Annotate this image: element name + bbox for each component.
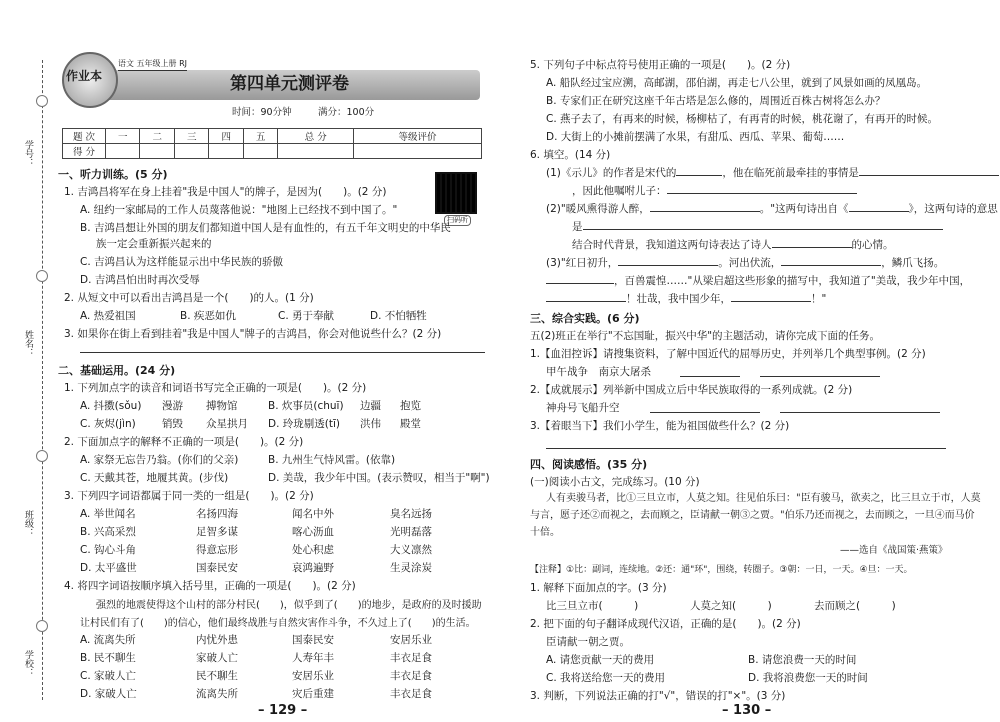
page-number-left: – 129 – <box>258 703 308 718</box>
option-text: 民不聊生 <box>196 670 238 682</box>
option-text: C. 灰烬(jìn) <box>80 418 136 430</box>
passage-line: 十倍。 <box>530 527 560 538</box>
option-text: 国泰民安 <box>292 634 334 646</box>
option-text: 抱览 <box>400 400 421 412</box>
option-text: 人寿年丰 <box>292 652 334 664</box>
score-header-cell: 五 <box>243 129 277 144</box>
answer-line[interactable] <box>760 376 880 377</box>
score-table <box>62 128 482 159</box>
score-header-cell: 四 <box>209 129 243 144</box>
fill-segment: (1)《示儿》的作者是宋代的 <box>546 167 677 179</box>
option-text: C. 我将送给您一天的费用 <box>546 672 666 684</box>
question-text: 3. 如果你在街上看到挂着"我是中国人"牌子的吉鸿昌，你会对他说些什么？(2 分) <box>64 328 442 340</box>
option-text: C. 天戴其苍，地履其黄。(步伐) <box>80 472 229 484</box>
section-basics: 二、基础运用。(24 分) <box>58 364 176 377</box>
option-text: 销毁 <box>162 418 183 430</box>
option-text: D. 玲珑剔透(tī) <box>268 418 340 430</box>
answer-line[interactable] <box>80 352 485 353</box>
passage-text: 五(2)班正在举行"不忘国耻，振兴中华"的主题活动，请你完成下面的任务。 <box>530 330 881 342</box>
fill-segment: 是 <box>572 221 583 233</box>
classical-passage <box>530 490 981 541</box>
page-title: 第四单元测评卷 <box>230 74 349 94</box>
option-text: 家破人亡 <box>196 652 238 664</box>
fill-segment: ！壮哉，我中国少年， <box>626 293 731 305</box>
option-text: 去而顾之( ) <box>814 600 896 612</box>
fill-segment: 。河出伏流， <box>718 257 782 269</box>
blank[interactable] <box>546 283 614 284</box>
score-input-cell[interactable] <box>278 144 354 159</box>
fill-text <box>572 237 894 252</box>
option-text: A. 船队经过宝应溯，高邮湖，邵伯湖，再走七八公里，就到了风景如画的凤凰岛。 <box>546 77 928 89</box>
option-text: 闻名中外 <box>292 508 334 520</box>
score-header-cell: 二 <box>140 129 174 144</box>
option-text: 丰衣足食 <box>390 688 432 700</box>
option-text: 名扬四海 <box>196 508 238 520</box>
option-text: 得意忘形 <box>196 544 238 556</box>
score-input-cell[interactable] <box>106 144 140 159</box>
option-text: 大义凛然 <box>390 544 432 556</box>
option-text: A. 流离失所 <box>80 634 136 646</box>
option-text: 臭名远扬 <box>390 508 432 520</box>
fill-segment: ，鳞爪飞扬。 <box>881 257 945 269</box>
option-text: 洪伟 <box>360 418 381 430</box>
blank[interactable] <box>583 229 943 230</box>
option-text: C. 钩心斗角 <box>80 544 137 556</box>
fill-segment: (3)"红日初升， <box>546 257 619 269</box>
option-text: 族一定会重新振兴起来的 <box>96 238 212 250</box>
score-input-cell[interactable] <box>140 144 174 159</box>
question-text: 2. 从短文中可以看出吉鸿昌是一个( )的人。(1 分) <box>64 292 314 304</box>
fill-segment: ，他在临死前最牵挂的事情是 <box>722 167 859 179</box>
question-text: 3.【着眼当下】我们小学生，能为祖国做些什么？(2 分) <box>530 420 790 432</box>
option-text: B. 请您浪费一天的时间 <box>748 654 857 666</box>
fill-text <box>572 219 943 234</box>
option-text: 人莫之知( ) <box>690 600 772 612</box>
score-input-cell[interactable] <box>209 144 243 159</box>
score-input-cell[interactable] <box>174 144 208 159</box>
score-header-cell: 一 <box>106 129 140 144</box>
fill-segment: 》，这两句诗的意思 <box>908 203 998 215</box>
option-text: 殿堂 <box>400 418 421 430</box>
option-text: C. 燕子去了，有再来的时候，杨柳枯了，有再青的时候，桃花谢了，有再开的时候。 <box>546 113 939 125</box>
option-text: C. 吉鸿昌认为这样能显示出中华民族的骄傲 <box>80 256 284 268</box>
fill-segment: 结合时代背景，我知道这两句诗表达了诗人 <box>572 239 772 251</box>
option-text: D. 大街上的小摊前摆满了水果，有甜瓜、西瓜、苹果、葡萄…… <box>546 131 845 143</box>
blank[interactable] <box>667 193 857 194</box>
subsection-title: (一)阅读小古文，完成练习。(10 分) <box>530 476 700 488</box>
blank[interactable] <box>772 247 852 248</box>
blank[interactable] <box>676 175 722 176</box>
score-info: 满分：100分 <box>318 107 375 118</box>
option-text: 生灵涂炭 <box>390 562 432 574</box>
section-practice: 三、综合实践。(6 分) <box>530 312 640 325</box>
option-text: 哀鸿遍野 <box>292 562 334 574</box>
option-text: 安居乐业 <box>390 634 432 646</box>
fill-text <box>546 273 970 288</box>
fill-text <box>546 255 944 270</box>
example-text: 臣请献一朝之贾。 <box>546 636 630 648</box>
passage-text: 让村民们有了( )的信心，他们最终战胜与自然灾害作斗争，不久过上了( )的生活。 <box>80 618 476 629</box>
question-text: 2.【成就展示】列举新中国成立后中华民族取得的一系列成就。(2 分) <box>530 384 853 396</box>
score-row-label: 得 分 <box>63 144 106 159</box>
subject-tag: 语文 五年级上册 RJ <box>118 57 187 71</box>
blank[interactable] <box>849 211 909 212</box>
section-reading: 四、阅读感悟。(35 分) <box>530 458 648 471</box>
option-text: A. 家祭无忘告乃翁。(你们的父亲) <box>80 454 239 466</box>
badge-text: 作业本 <box>66 69 103 83</box>
option-text: 比三旦立市( ) <box>546 600 639 612</box>
option-text: B. 炊事员(chuī) <box>268 400 344 412</box>
score-input-cell[interactable] <box>353 144 481 159</box>
option-text: 丰衣足食 <box>390 652 432 664</box>
label-name: 姓名： <box>23 330 33 357</box>
passage-text: 强烈的地震使得这个山村的部分村民( )，似乎到了( )的地步，是政府的及时援助 <box>96 600 482 611</box>
question-text: 1.【血泪控诉】请搜集资料，了解中国近代的屈辱历史，并列举几个典型事例。(2 分) <box>530 348 926 360</box>
label-class: 班级： <box>23 510 33 537</box>
blank[interactable] <box>546 301 626 302</box>
question-text: 1. 解释下面加点的字。(3 分) <box>530 582 667 594</box>
answer-line[interactable] <box>680 376 740 377</box>
option-text: 边疆 <box>360 400 381 412</box>
option-text: B. 兴高采烈 <box>80 526 136 538</box>
option-text: 丰衣足食 <box>390 670 432 682</box>
blank[interactable] <box>781 265 881 266</box>
binding-hole <box>36 270 48 282</box>
option-text: A. 纽约一家邮局的工作人员蔑落他说："地图上已经找不到中国了。" <box>80 204 398 216</box>
option-text: B. 吉鸿昌想让外国的朋友们都知道中国人是有血性的，有五千年文明史的中华民 <box>80 222 451 234</box>
binding-hole <box>36 450 48 462</box>
question-text: 1. 吉鸿昌将军在身上挂着"我是中国人"的牌子，是因为( )。(2 分) <box>64 186 387 198</box>
option-text: A. 热爱祖国 <box>80 310 136 322</box>
option-text: 众星拱月 <box>206 418 248 430</box>
blank[interactable] <box>650 211 760 212</box>
binding-hole <box>36 95 48 107</box>
binding-hole <box>36 620 48 632</box>
blank[interactable] <box>618 265 718 266</box>
option-text: B. 民不聊生 <box>80 652 136 664</box>
question-text: 5. 下列句子中标点符号使用正确的一项是( )。(2 分) <box>530 59 791 71</box>
answer-line[interactable] <box>650 412 760 413</box>
question-text: 6. 填空。(14 分) <box>530 149 611 161</box>
question-text: 3. 判断，下列说法正确的打"√"，错误的打"×"。(3 分) <box>530 690 786 702</box>
option-text: 喀心沥血 <box>292 526 334 538</box>
fill-text <box>546 165 999 180</box>
blank[interactable] <box>859 175 999 176</box>
question-text: 3. 下列四字词语都属于同一类的一组是( )。(2 分) <box>64 490 314 502</box>
question-text: 4. 将四字词语按顺序填入括号里，正确的一项是( )。(2 分) <box>64 580 356 592</box>
option-text: B. 九州生气恃风雷。(依靠) <box>268 454 396 466</box>
source-text: ——选自《战国策·燕策》 <box>840 545 948 556</box>
option-text: 流离失所 <box>196 688 238 700</box>
section-listening: 一、听力训练。(5 分) <box>58 168 168 181</box>
example-text: 甲午战争 南京大屠杀 <box>546 366 651 378</box>
option-text: D. 家破人亡 <box>80 688 137 700</box>
option-text: 足智多谋 <box>196 526 238 538</box>
fill-segment: ，百兽震惶……"从梁启超这些形象的描写中，我知道了"美哉，我少年中国， <box>614 275 971 287</box>
option-text: D. 太平盛世 <box>80 562 137 574</box>
option-text: A. 请您贡献一天的费用 <box>546 654 655 666</box>
example-text: 神舟号飞船升空 <box>546 402 620 414</box>
binding-line <box>42 60 43 700</box>
label-student-id: 学号： <box>23 140 33 167</box>
score-header-cell: 题 次 <box>63 129 106 144</box>
option-text: D. 吉鸿昌怕出时再次受辱 <box>80 274 200 286</box>
option-text: 国泰民安 <box>196 562 238 574</box>
score-header-cell: 三 <box>174 129 208 144</box>
time-info: 时间：90分钟 <box>232 107 292 118</box>
option-text: 漫游 <box>162 400 183 412</box>
question-text: 2. 下面加点字的解释不正确的一项是( )。(2 分) <box>64 436 304 448</box>
question-text: 1. 下列加点字的读音和词语书写完全正确的一项是( )。(2 分) <box>64 382 367 394</box>
answer-line[interactable] <box>780 412 940 413</box>
option-text: 安居乐业 <box>292 670 334 682</box>
score-header-cell: 等级评价 <box>353 129 481 144</box>
score-input-cell[interactable] <box>243 144 277 159</box>
option-text: C. 勇于奉献 <box>278 310 335 322</box>
qr-code[interactable] <box>437 174 475 212</box>
fill-segment: 。"这两句诗出自《 <box>759 203 849 215</box>
page-number-right: – 130 – <box>722 703 772 718</box>
label-school: 学校： <box>23 650 33 677</box>
qr-caption: 扫码听 <box>444 215 471 226</box>
option-text: A. 抖擞(sǒu) <box>80 400 142 412</box>
fill-segment: ，因此他嘱咐儿子： <box>572 185 667 197</box>
fill-text <box>546 291 826 306</box>
note-text: 【注释】①比：副词，连续地。②还：通"环"，围绕，转圈子。③朝：一日，一天。④旦：一天。 <box>530 565 913 575</box>
score-header-cell: 总 分 <box>278 129 354 144</box>
option-text: B. 专家们正在研究这座千年古塔是怎么修的，周围近百株古树将怎么办？ <box>546 95 886 107</box>
option-text: 灾后重建 <box>292 688 334 700</box>
blank[interactable] <box>731 301 811 302</box>
option-text: 搏物馆 <box>206 400 238 412</box>
fill-segment: 的心情。 <box>851 239 894 251</box>
option-text: C. 家破人亡 <box>80 670 137 682</box>
fill-text <box>546 201 998 216</box>
fill-segment: ！" <box>811 293 827 305</box>
fill-segment: (2)"暖风熏得游人醉， <box>546 203 650 215</box>
option-text: D. 不怕牺牲 <box>370 310 427 322</box>
option-text: 内忧外患 <box>196 634 238 646</box>
option-text: D. 我将浪费您一天的时间 <box>748 672 868 684</box>
option-text: 光明磊落 <box>390 526 432 538</box>
option-text: A. 举世闻名 <box>80 508 136 520</box>
fill-text <box>572 183 857 198</box>
question-text: 2. 把下面的句子翻译成现代汉语，正确的是( )。(2 分) <box>530 618 801 630</box>
answer-line[interactable] <box>546 448 946 449</box>
passage-line: 与言，愿子还②而视之，去而顾之，臣请献一朝③之贾。"伯乐乃还而视之，去而顾之，一旦④而马价 <box>530 510 975 521</box>
option-text: B. 疾恶如仇 <box>180 310 236 322</box>
option-text: 处心积虑 <box>292 544 334 556</box>
option-text: D. 美哉，我少年中国。(表示赞叹，相当于"啊") <box>268 472 490 484</box>
passage-line: 人有卖骏马者，比①三旦立市，人莫之知。往见伯乐曰："臣有骏马，欲卖之，比三旦立于市，人莫 <box>546 493 981 504</box>
